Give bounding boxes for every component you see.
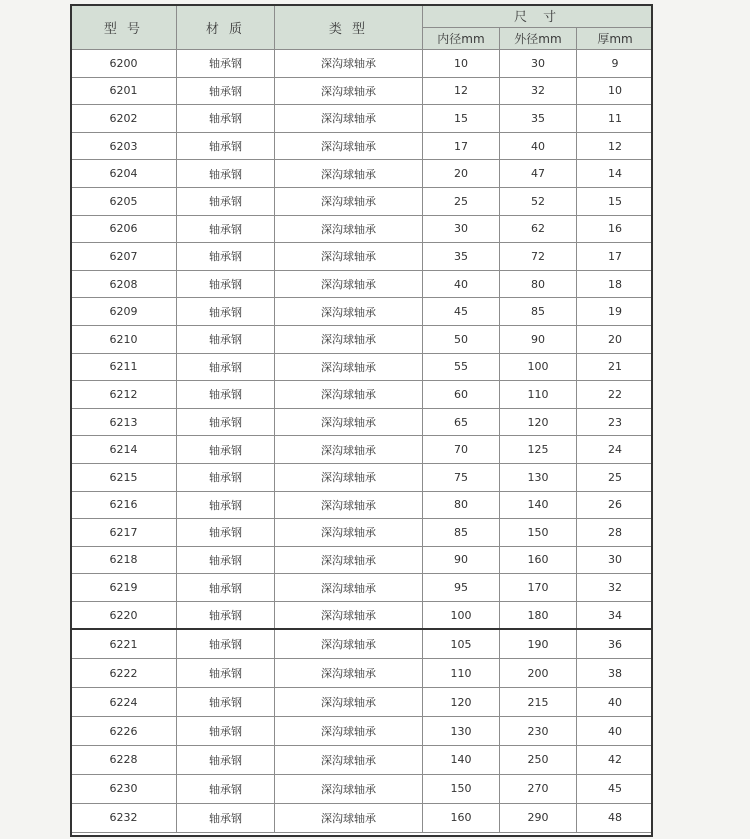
cell-outer-diameter: 35 [500,105,577,133]
cell-model: 6201 [71,77,177,105]
cell-material: 轴承钢 [177,187,275,215]
cell-inner-diameter: 80 [423,491,500,519]
cell-outer-diameter: 160 [500,546,577,574]
cell-outer-diameter: 270 [500,774,577,803]
cell-model: 6206 [71,215,177,243]
cell-type: 深沟球轴承 [275,77,423,105]
header-thickness: 厚mm [577,27,654,50]
cell-thickness: 23 [577,408,654,436]
cell-thickness: 17 [577,243,654,271]
table-body [71,50,654,833]
cell-thickness: 11 [577,105,654,133]
table-row [71,491,654,519]
cell-type: 深沟球轴承 [275,381,423,409]
cell-thickness: 32 [577,574,654,602]
table-row [71,105,654,133]
table-row [71,746,654,775]
header-model: 型 号 [71,5,177,50]
cell-outer-diameter: 140 [500,491,577,519]
cell-thickness: 42 [577,746,654,775]
cell-type: 深沟球轴承 [275,629,423,658]
table-row [71,408,654,436]
table-row [71,546,654,574]
cell-model: 6230 [71,774,177,803]
cell-model: 6205 [71,187,177,215]
cell-thickness: 10 [577,77,654,105]
cell-type: 深沟球轴承 [275,436,423,464]
cell-outer-diameter: 85 [500,298,577,326]
table-row [71,325,654,353]
table-row [71,463,654,491]
cell-model: 6200 [71,50,177,78]
table-row [71,215,654,243]
cell-outer-diameter: 120 [500,408,577,436]
cell-type: 深沟球轴承 [275,774,423,803]
cell-material: 轴承钢 [177,746,275,775]
cell-outer-diameter: 30 [500,50,577,78]
cell-thickness: 38 [577,659,654,688]
cell-material: 轴承钢 [177,215,275,243]
cell-type: 深沟球轴承 [275,298,423,326]
cell-type: 深沟球轴承 [275,270,423,298]
cell-outer-diameter: 190 [500,629,577,658]
cell-thickness: 36 [577,629,654,658]
cell-type: 深沟球轴承 [275,546,423,574]
cell-outer-diameter: 100 [500,353,577,381]
table-row [71,803,654,832]
table-row [71,381,654,409]
cell-outer-diameter: 72 [500,243,577,271]
bearing-size-table [70,4,653,833]
cell-model: 6226 [71,717,177,746]
cell-type: 深沟球轴承 [275,491,423,519]
cell-material: 轴承钢 [177,325,275,353]
cell-thickness: 45 [577,774,654,803]
table-row [71,774,654,803]
cell-model: 6212 [71,381,177,409]
cell-outer-diameter: 170 [500,574,577,602]
cell-outer-diameter: 215 [500,688,577,717]
cell-thickness: 16 [577,215,654,243]
cell-material: 轴承钢 [177,105,275,133]
cell-model: 6214 [71,436,177,464]
table-row [71,353,654,381]
cell-thickness: 19 [577,298,654,326]
cell-type: 深沟球轴承 [275,353,423,381]
cell-type: 深沟球轴承 [275,717,423,746]
cell-thickness: 40 [577,717,654,746]
cell-material: 轴承钢 [177,77,275,105]
table-row [71,574,654,602]
cell-inner-diameter: 160 [423,803,500,832]
table-row [71,629,654,658]
cell-inner-diameter: 60 [423,381,500,409]
cell-type: 深沟球轴承 [275,50,423,78]
cell-outer-diameter: 230 [500,717,577,746]
cell-type: 深沟球轴承 [275,408,423,436]
cell-inner-diameter: 110 [423,659,500,688]
header-type: 类 型 [275,5,423,50]
cell-material: 轴承钢 [177,774,275,803]
cell-material: 轴承钢 [177,50,275,78]
cell-outer-diameter: 40 [500,132,577,160]
table-row [71,519,654,547]
table-row [71,659,654,688]
cell-outer-diameter: 180 [500,601,577,629]
cell-inner-diameter: 50 [423,325,500,353]
cell-model: 6210 [71,325,177,353]
cell-inner-diameter: 17 [423,132,500,160]
cell-model: 6224 [71,688,177,717]
bearing-spec-sheet [70,4,653,837]
cell-type: 深沟球轴承 [275,463,423,491]
cell-thickness: 26 [577,491,654,519]
table-row [71,270,654,298]
cell-type: 深沟球轴承 [275,160,423,188]
cell-model: 6219 [71,574,177,602]
cell-thickness: 25 [577,463,654,491]
cell-inner-diameter: 12 [423,77,500,105]
table-row [71,298,654,326]
header-inner-diameter: 内径mm [423,27,500,50]
cell-thickness: 12 [577,132,654,160]
cell-inner-diameter: 85 [423,519,500,547]
cell-material: 轴承钢 [177,381,275,409]
cell-outer-diameter: 47 [500,160,577,188]
cell-inner-diameter: 75 [423,463,500,491]
cell-thickness: 9 [577,50,654,78]
cell-type: 深沟球轴承 [275,105,423,133]
cell-thickness: 22 [577,381,654,409]
cell-thickness: 20 [577,325,654,353]
table-row [71,243,654,271]
cell-thickness: 18 [577,270,654,298]
cell-outer-diameter: 32 [500,77,577,105]
cell-inner-diameter: 10 [423,50,500,78]
cell-outer-diameter: 110 [500,381,577,409]
cell-material: 轴承钢 [177,463,275,491]
cell-model: 6209 [71,298,177,326]
cell-type: 深沟球轴承 [275,803,423,832]
cell-material: 轴承钢 [177,803,275,832]
cell-material: 轴承钢 [177,270,275,298]
cell-type: 深沟球轴承 [275,574,423,602]
cell-outer-diameter: 80 [500,270,577,298]
table-row [71,50,654,78]
cell-model: 6222 [71,659,177,688]
cell-material: 轴承钢 [177,629,275,658]
header-outer-diameter: 外径mm [500,27,577,50]
cell-outer-diameter: 150 [500,519,577,547]
cell-outer-diameter: 130 [500,463,577,491]
cell-type: 深沟球轴承 [275,746,423,775]
cell-inner-diameter: 15 [423,105,500,133]
cell-type: 深沟球轴承 [275,215,423,243]
cell-outer-diameter: 290 [500,803,577,832]
cell-inner-diameter: 130 [423,717,500,746]
header-size: 尺 寸 [423,5,654,28]
cell-outer-diameter: 250 [500,746,577,775]
cell-inner-diameter: 95 [423,574,500,602]
table-row [71,187,654,215]
table-header [71,5,654,50]
cell-model: 6221 [71,629,177,658]
cell-model: 6211 [71,353,177,381]
cell-thickness: 24 [577,436,654,464]
cell-outer-diameter: 52 [500,187,577,215]
cell-model: 6232 [71,803,177,832]
cell-type: 深沟球轴承 [275,688,423,717]
table-row [71,717,654,746]
cell-inner-diameter: 25 [423,187,500,215]
cell-type: 深沟球轴承 [275,187,423,215]
cell-model: 6203 [71,132,177,160]
table-row [71,77,654,105]
cell-material: 轴承钢 [177,717,275,746]
cell-material: 轴承钢 [177,408,275,436]
cell-model: 6220 [71,601,177,629]
cell-inner-diameter: 105 [423,629,500,658]
cell-thickness: 48 [577,803,654,832]
cell-model: 6204 [71,160,177,188]
cell-inner-diameter: 45 [423,298,500,326]
cell-thickness: 28 [577,519,654,547]
cell-material: 轴承钢 [177,688,275,717]
cell-inner-diameter: 20 [423,160,500,188]
cell-type: 深沟球轴承 [275,601,423,629]
cell-inner-diameter: 100 [423,601,500,629]
table-row [71,436,654,464]
cell-outer-diameter: 90 [500,325,577,353]
cell-inner-diameter: 70 [423,436,500,464]
cell-model: 6213 [71,408,177,436]
cell-material: 轴承钢 [177,601,275,629]
cell-type: 深沟球轴承 [275,325,423,353]
cell-material: 轴承钢 [177,298,275,326]
cell-inner-diameter: 40 [423,270,500,298]
cell-inner-diameter: 35 [423,243,500,271]
cell-model: 6215 [71,463,177,491]
table-row [71,688,654,717]
cell-thickness: 21 [577,353,654,381]
cell-model: 6216 [71,491,177,519]
cell-model: 6218 [71,546,177,574]
cell-material: 轴承钢 [177,243,275,271]
cell-material: 轴承钢 [177,574,275,602]
cell-model: 6217 [71,519,177,547]
cell-material: 轴承钢 [177,436,275,464]
cell-type: 深沟球轴承 [275,243,423,271]
cell-inner-diameter: 140 [423,746,500,775]
cell-model: 6228 [71,746,177,775]
cell-thickness: 34 [577,601,654,629]
cell-model: 6202 [71,105,177,133]
cell-inner-diameter: 90 [423,546,500,574]
cell-outer-diameter: 62 [500,215,577,243]
cell-outer-diameter: 125 [500,436,577,464]
table-row [71,160,654,188]
cell-type: 深沟球轴承 [275,132,423,160]
table-row [71,132,654,160]
cell-material: 轴承钢 [177,491,275,519]
cell-material: 轴承钢 [177,659,275,688]
cell-type: 深沟球轴承 [275,519,423,547]
header-material: 材 质 [177,5,275,50]
cell-inner-diameter: 30 [423,215,500,243]
cell-model: 6208 [71,270,177,298]
cell-thickness: 14 [577,160,654,188]
cell-material: 轴承钢 [177,353,275,381]
cell-thickness: 30 [577,546,654,574]
cell-outer-diameter: 200 [500,659,577,688]
cell-inner-diameter: 55 [423,353,500,381]
cell-material: 轴承钢 [177,132,275,160]
cell-inner-diameter: 65 [423,408,500,436]
table-row [71,601,654,629]
cell-material: 轴承钢 [177,160,275,188]
cell-material: 轴承钢 [177,519,275,547]
cell-inner-diameter: 150 [423,774,500,803]
cell-inner-diameter: 120 [423,688,500,717]
cell-model: 6207 [71,243,177,271]
cell-material: 轴承钢 [177,546,275,574]
cell-thickness: 40 [577,688,654,717]
cell-type: 深沟球轴承 [275,659,423,688]
cell-thickness: 15 [577,187,654,215]
